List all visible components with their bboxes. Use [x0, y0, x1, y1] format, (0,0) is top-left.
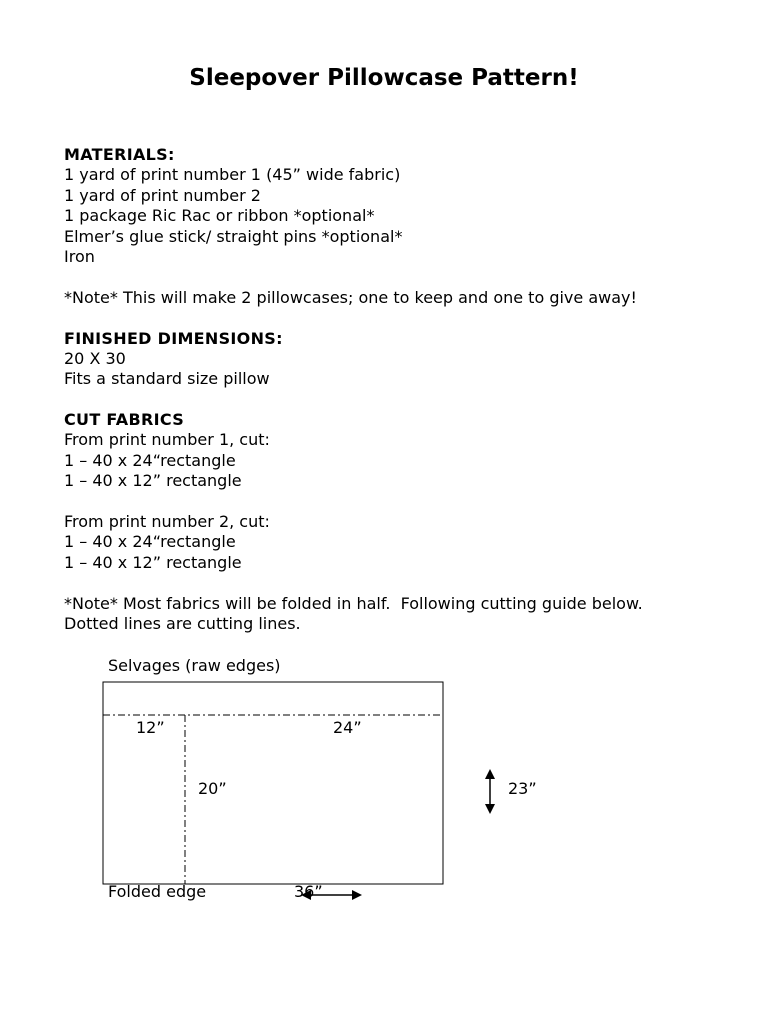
selvages-label: Selvages (raw edges): [108, 656, 281, 675]
materials-item: Elmer’s glue stick/ straight pins *optional*: [64, 226, 403, 246]
materials-item: 1 package Ric Rac or ribbon *optional*: [64, 206, 375, 226]
print2-cut-item: 1 – 40 x 24“rectangle: [64, 532, 236, 552]
print2-cut-item: 1 – 40 x 12” rectangle: [64, 552, 242, 572]
print2-intro: From print number 2, cut:: [64, 512, 270, 532]
folded-edge-label: Folded edge: [108, 882, 207, 901]
finished-dimension-line: 20 X 30: [64, 348, 126, 368]
dimension-24-label: 24”: [333, 718, 362, 737]
note-pillowcases: *Note* This will make 2 pillowcases; one to keep and one to give away!: [64, 287, 637, 307]
dimension-20-label: 20”: [198, 779, 227, 798]
print1-intro: From print number 1, cut:: [64, 430, 270, 450]
note-folding-line: Dotted lines are cutting lines.: [64, 613, 301, 633]
dimension-36-label: 36”: [294, 882, 323, 901]
print1-cut-item: 1 – 40 x 24“rectangle: [64, 450, 236, 470]
dimension-23-label: 23”: [508, 779, 537, 798]
print1-cut-item: 1 – 40 x 12” rectangle: [64, 471, 242, 491]
materials-heading: MATERIALS:: [64, 145, 175, 164]
fabric-outline: [103, 682, 443, 884]
finished-dimension-line: Fits a standard size pillow: [64, 369, 270, 389]
materials-item: 1 yard of print number 2: [64, 185, 261, 205]
page-title: Sleepover Pillowcase Pattern!: [189, 65, 579, 91]
materials-item: Iron: [64, 246, 95, 266]
note-folding-line: *Note* Most fabrics will be folded in half. Following cutting guide below.: [64, 593, 643, 613]
dimension-12-label: 12”: [136, 718, 165, 737]
cut-fabrics-heading: CUT FABRICS: [64, 410, 185, 430]
finished-dimensions-heading: FINISHED DIMENSIONS:: [64, 328, 283, 348]
materials-item: 1 yard of print number 1 (45” wide fabric): [64, 165, 401, 185]
